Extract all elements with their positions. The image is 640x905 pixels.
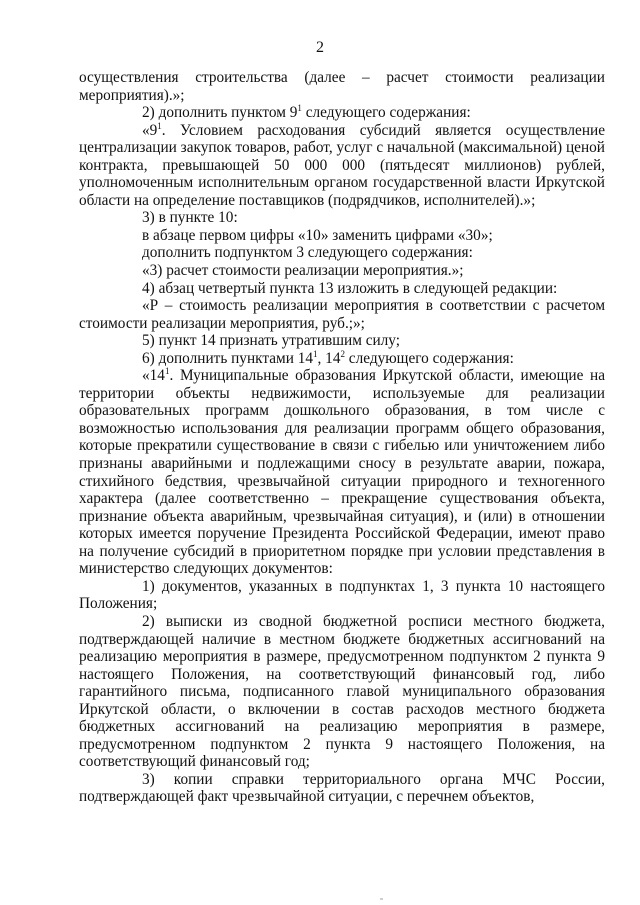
text-run: «Р – стоимость реализации мероприятия в соответствии с расчетом стоимости реализации мероприятия, руб.;»;: [79, 297, 605, 332]
text-run: 5) пункт 14 признать утратившим силу;: [142, 332, 401, 350]
paragraph-p13: [79, 578, 605, 613]
superscript: 1: [157, 120, 162, 131]
paragraph-p15: [79, 771, 605, 806]
paragraph-p4: [79, 209, 605, 227]
paragraph-p10: [79, 332, 605, 350]
paragraph-p5: [79, 227, 605, 245]
text-run: . Муниципальные образования Иркутской области, имеющие на территории объекты недвижимости, используемые для реализации образовательных программ дошкольного образования, в том числе с возможностью использования для реализации программ общего образования, которые прекратили существование в связи с гибелью или уничтожением либо признаны аварийными и подлежащими сносу в результате аварии, пожара, стихийного бедствия, чрезвычайной ситуации природного и техногенного характера (далее соответственно – прекращение существования объекта, признание объекта аварийным, чрезвычайная ситуация), и (или) в отношении которых имеется поручение Президента Российской Федерации, имеют право на получение субсидий в приоритетном порядке при условии представления в министерство следующих документов:: [79, 367, 605, 578]
text-run: «3) расчет стоимости реализации мероприятия.»;: [142, 262, 464, 280]
text-run: 2) дополнить пунктом 9: [142, 104, 298, 122]
text-run: 2) выписки из сводной бюджетной росписи местного бюджета, подтверждающей наличие в местном бюджете бюджетных ассигнований на реализацию мероприятия в размере, предусмотренном подпунктом 2 пункта 9 настоящего Положения, на соответствующий финансовый год, либо гарантийного письма, подписанного главой муниципального образования Иркутской области, о включении в состав расходов местного бюджета бюджетных ассигнований на реализацию мероприятия в размере, предусмотренном подпунктом 2 пункта 9 настоящего Положения, на соответствующий финансовый год;: [79, 612, 605, 771]
paragraph-p2: [79, 104, 605, 122]
text-run: осуществления строительства (далее – расчет стоимости реализации мероприятия).»;: [79, 69, 605, 104]
text-run: в абзаце первом цифры «10» заменить цифрами «30»;: [142, 226, 493, 244]
text-run: «14: [142, 367, 165, 385]
paragraph-p7: [79, 262, 605, 280]
text-run: , 14: [317, 349, 341, 367]
paragraph-p12: [79, 367, 605, 578]
text-run: следующего содержания:: [344, 349, 514, 367]
paragraph-p9: [79, 297, 605, 332]
paragraph-p1: [79, 69, 605, 104]
superscript: 1: [313, 348, 318, 359]
paragraph-p11: [79, 350, 605, 368]
page-number: 2: [316, 39, 324, 56]
text-run: следующего содержания:: [301, 104, 471, 122]
superscript: 1: [297, 103, 302, 114]
text-run: дополнить подпунктом 3 следующего содержания:: [142, 244, 473, 262]
document-body: [79, 69, 605, 806]
scan-artifact: [380, 898, 383, 900]
superscript: 2: [340, 348, 345, 359]
text-run: 3) копии справки территориального органа МЧС России, подтверждающей факт чрезвычайной ситуации, с перечнем объектов,: [79, 770, 605, 806]
superscript: 1: [164, 366, 170, 377]
text-run: 6) дополнить пунктами 14: [142, 349, 314, 367]
text-run: . Условием расходования субсидий является осуществление централизации закупок товаров, работ, услуг с начальной (максимальной) ценой контракта, превышающей 50 000 000 (пятьдесят миллионов) рублей, уполномоченным исполнительным органом государственной власти Иркутской области на определение поставщиков (подрядчиков, исполнителей).»;: [79, 121, 605, 209]
text-run: 4) абзац четвертый пункта 13 изложить в следующей редакции:: [142, 279, 558, 297]
text-run: 1) документов, указанных в подпунктах 1, 3 пункта 10 настоящего Положения;: [79, 577, 605, 613]
paragraph-p8: [79, 280, 605, 298]
text-run: 3) в пункте 10:: [142, 209, 238, 227]
text-run: «9: [142, 121, 158, 139]
paragraph-p6: [79, 244, 605, 262]
paragraph-p14: [79, 613, 605, 771]
paragraph-p3: [79, 122, 605, 210]
